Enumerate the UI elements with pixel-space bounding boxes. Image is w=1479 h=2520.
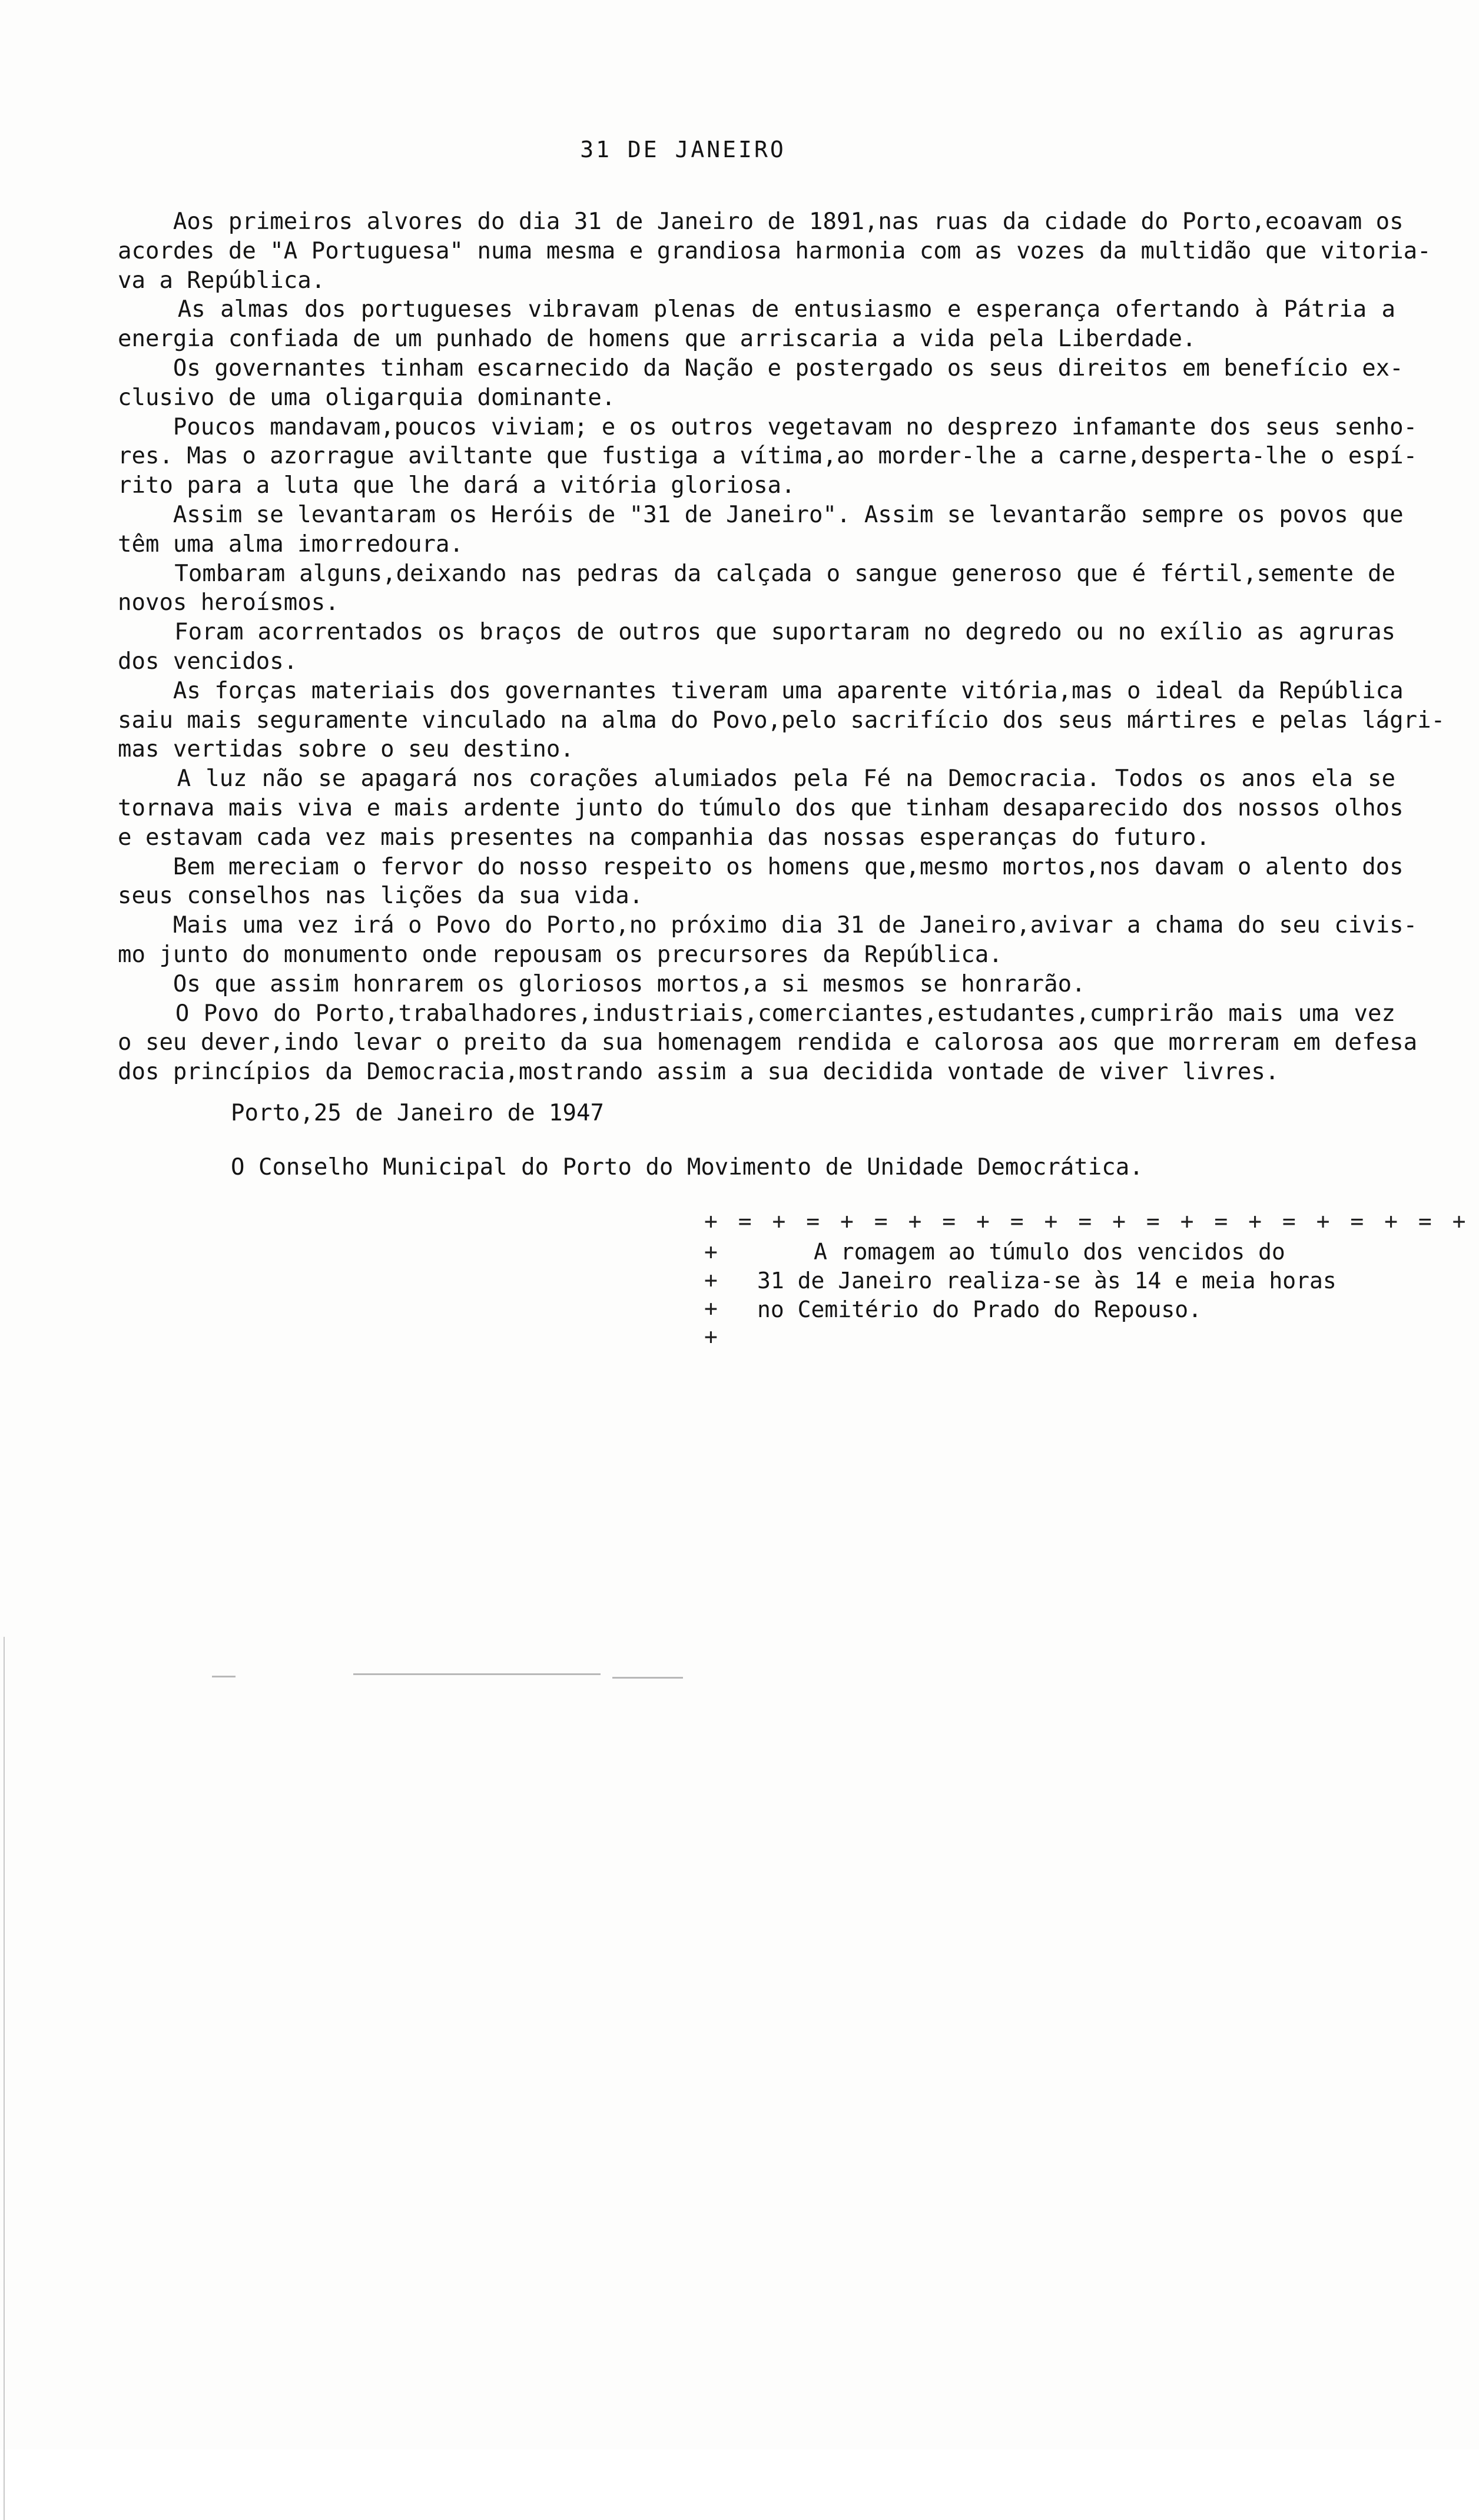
text-line: rito para a luta que lhe dará a vitória gloriosa. [118,472,795,499]
paragraph [118,999,1418,1087]
text-line: novos heroísmos. [118,589,339,616]
text-line: acordes de "A Portuguesa" numa mesma e grandiosa harmonia com as vozes da multidão que vitoria- [118,237,1431,264]
notice-box [704,1208,1470,1351]
text-line: Aos primeiros alvores do dia 31 de Janeiro de 1891,nas ruas da cidade do Porto,ecoavam os [118,208,1404,235]
text-line: As forças materiais dos governantes tiveram uma aparente vitória,mas o ideal da República [118,677,1404,704]
signatory-line: O Conselho Municipal do Porto do Movimento de Unidade Democrática. [231,1154,1143,1181]
text-line: res. Mas o azorrague aviltante que fustiga a vítima,ao morder-lhe a carne,desperta-lhe o espí- [118,443,1418,470]
text-line: Foram acorrentados os braços de outros que suportaram no degredo ou no exílio as agruras [118,619,1395,646]
text-line: energia confiada de um punhado de homens que arriscaria a vida pela Liberdade. [118,326,1196,353]
paragraph [118,764,1404,852]
text-line: Assim se levantaram os Heróis de "31 de Janeiro". Assim se levantarão sempre os povos que [118,501,1404,528]
text-line: saiu mais seguramente vinculado na alma do Povo,pelo sacrifício dos seus mártires e pelas lágri- [118,707,1445,734]
text-line: Os governantes tinham escarnecido da Nação e postergado os seus direitos em benefício ex- [118,354,1404,382]
text-line: seus conselhos nas lições da sua vida. [118,883,644,910]
border-mark: + [704,1239,718,1265]
text-line: Mais uma vez irá o Povo do Porto,no próximo dia 31 de Janeiro,avivar a chama do seu civis- [118,912,1418,939]
notice-text [757,1238,1337,1324]
text-line: tornava mais viva e mais ardente junto do túmulo dos que tinham desaparecido dos nossos olhos [118,794,1404,821]
scan-artifact [612,1677,683,1679]
paragraph [118,500,1404,559]
notice-border-left [704,1238,757,1351]
text-line: o seu dever,indo levar o preito da sua homenagem rendida e calorosa aos que morreram em defesa [118,1029,1418,1056]
paragraph [118,853,1404,911]
text-line: As almas dos portugueses vibravam plenas de entusiasmo e esperança ofertando à Pátria a [118,296,1395,323]
paragraph [118,413,1418,500]
notice-border-top: + = + = + = + = + = + = + = + = + = + = + = + [704,1208,1470,1234]
paragraph [118,618,1395,677]
text-line: va a República. [118,267,326,294]
notice-row [704,1238,1340,1351]
paragraph [118,207,1431,295]
text-line: Bem mereciam o fervor do nosso respeito os homens que,mesmo mortos,nos davam o alento dos [118,853,1404,880]
text-line: dos princípios da Democracia,mostrando assim a sua decidida vontade de viver livres. [118,1059,1279,1086]
text-line: A luz não se apagará nos corações alumiados pela Fé na Democracia. Todos os anos ela se [118,765,1395,793]
text-line: clusivo de uma oligarquia dominante. [118,384,616,411]
body-text [118,207,1445,1087]
scan-artifact [353,1673,601,1675]
notice-line: 31 de Janeiro realiza-se às 14 e meia horas [757,1268,1337,1294]
text-line: dos vencidos. [118,648,298,675]
text-line: mas vertidas sobre o seu destino. [118,736,574,763]
text-line: Tombaram alguns,deixando nas pedras da calçada o sangue generoso que é fértil,semente de [118,560,1395,587]
text-line: e estavam cada vez mais presentes na companhia das nossas esperanças do futuro. [118,824,1210,851]
date-line: Porto,25 de Janeiro de 1947 [231,1100,604,1126]
text-line: Poucos mandavam,poucos viviam; e os outros vegetavam no desprezo infamante dos seus senho- [118,413,1418,440]
scan-artifact [212,1676,236,1677]
paragraph [118,559,1395,618]
text-line: têm uma alma imorredoura. [118,530,463,558]
text-line: O Povo do Porto,trabalhadores,industriais,comerciantes,estudantes,cumprirão mais uma vez [118,1000,1395,1027]
document-title: 31 DE JANEIRO [580,137,786,163]
text-line: mo junto do monumento onde repousam os precursores da República. [118,941,1003,968]
notice-line: A romagem ao túmulo dos vencidos do [814,1239,1285,1265]
border-mark: + [704,1267,718,1293]
paragraph [118,354,1404,413]
paragraph [118,295,1395,354]
border-mark: + [704,1324,718,1349]
notice-line: no Cemitério do Prado do Repouso. [757,1297,1202,1322]
scan-edge-line [4,1637,5,2520]
paragraph [118,970,1395,999]
paragraph [118,911,1418,970]
text-line: Os que assim honrarem os gloriosos mortos,a si mesmos se honrarão. [118,970,1086,997]
paragraph [118,677,1445,764]
border-mark: + [704,1295,718,1321]
